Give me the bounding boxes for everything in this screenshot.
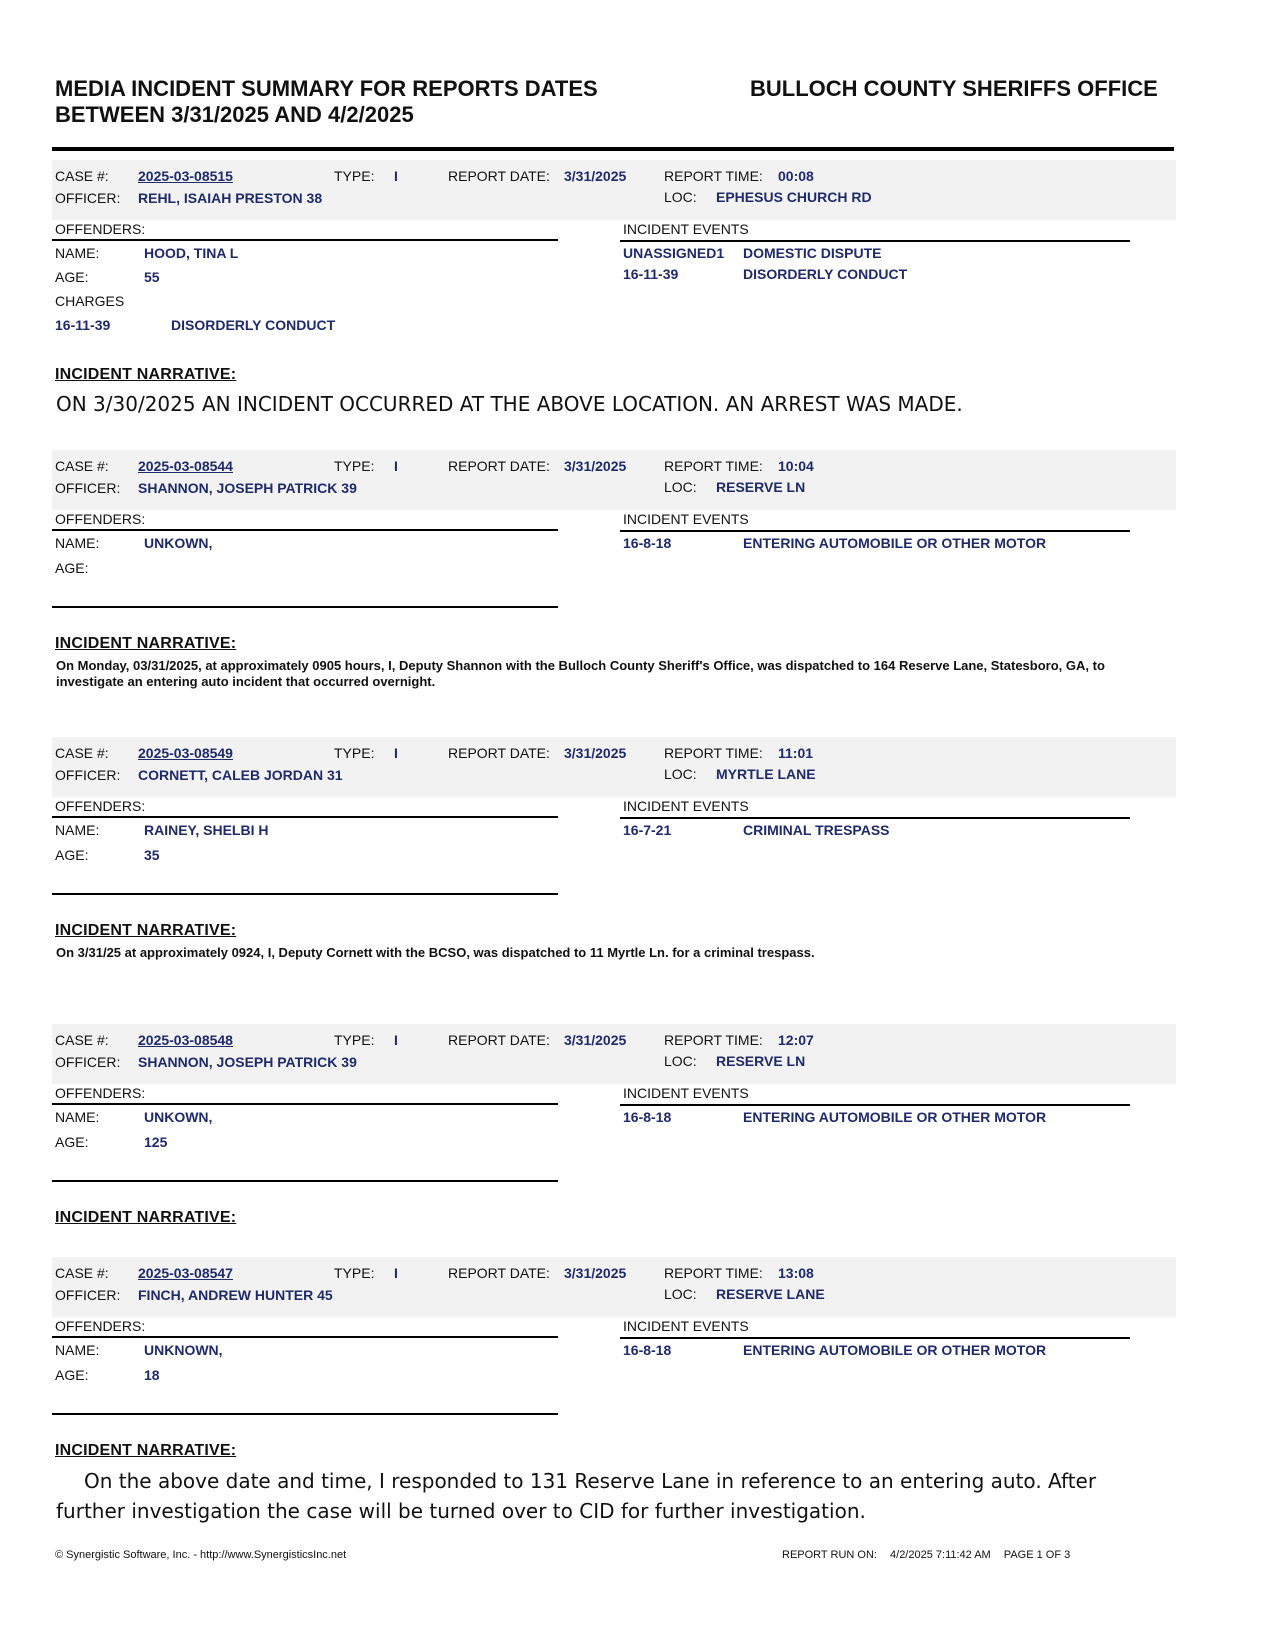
type-label: TYPE: (334, 458, 375, 474)
age-label: AGE: (55, 1367, 89, 1383)
event-code: UNASSIGNED1 (623, 245, 725, 261)
incident-events-rule (620, 817, 1130, 819)
offenders-end-rule (52, 1180, 558, 1182)
page-indicator: PAGE 1 OF 3 (1003, 1549, 1071, 1561)
offenders-rule (52, 1336, 558, 1338)
offender-name: HOOD, TINA L (144, 245, 239, 261)
report-date-value: 3/31/2025 (564, 458, 627, 474)
narrative-text: ON 3/30/2025 AN INCIDENT OCCURRED AT THE ABOVE LOCATION. AN ARREST WAS MADE. (56, 392, 963, 416)
offenders-end-rule (52, 893, 558, 895)
charge-description: DISORDERLY CONDUCT (171, 317, 336, 333)
incident-events-heading: INCIDENT EVENTS (623, 511, 749, 527)
loc-value: RESERVE LN (716, 479, 806, 495)
report-date-value: 3/31/2025 (564, 745, 627, 761)
offenders-heading: OFFENDERS: (55, 1085, 146, 1101)
incident-events-heading: INCIDENT EVENTS (623, 1318, 749, 1334)
officer-value: SHANNON, JOSEPH PATRICK 39 (138, 1054, 357, 1070)
offenders-rule (52, 816, 558, 818)
type-label: TYPE: (334, 745, 375, 761)
loc-label: LOC: (664, 1053, 697, 1069)
report-time-value: 12:07 (778, 1032, 814, 1048)
footer-run-info (782, 1549, 1080, 1561)
report-time-value: 10:04 (778, 458, 814, 474)
report-date-label: REPORT DATE: (448, 1265, 550, 1281)
name-label: NAME: (55, 1109, 100, 1125)
case-number-link[interactable]: 2025-03-08547 (138, 1265, 233, 1281)
event-description: ENTERING AUTOMOBILE OR OTHER MOTOR (743, 1342, 1047, 1358)
narrative-text-line1: On the above date and time, I responded to 131 Reserve Lane in reference to an entering auto. After (84, 1469, 1097, 1493)
narrative-text-line2: further investigation the case will be turned over to CID for further investigation. (56, 1499, 866, 1523)
loc-label: LOC: (664, 766, 697, 782)
type-label: TYPE: (334, 168, 375, 184)
age-label: AGE: (55, 269, 89, 285)
event-code: 16-8-18 (623, 1342, 672, 1358)
footer-copyright: © Synergistic Software, Inc. - http://www.SynergisticsInc.net (55, 1549, 347, 1561)
name-label: NAME: (55, 822, 100, 838)
loc-value: RESERVE LN (716, 1053, 806, 1069)
officer-value: REHL, ISAIAH PRESTON 38 (138, 190, 323, 206)
type-value: I (394, 1265, 398, 1281)
incident-events-rule (620, 1337, 1130, 1339)
event-code: 16-7-21 (623, 822, 672, 838)
event-description: DISORDERLY CONDUCT (743, 266, 908, 282)
offenders-heading: OFFENDERS: (55, 1318, 146, 1334)
incident-events-rule (620, 530, 1130, 532)
case-number-link[interactable]: 2025-03-08548 (138, 1032, 233, 1048)
narrative-text: On 3/31/25 at approximately 0924, I, Deputy Cornett with the BCSO, was dispatched to 11 Myrtle Ln. for a criminal trespass. (56, 945, 815, 960)
loc-label: LOC: (664, 479, 697, 495)
offenders-heading: OFFENDERS: (55, 511, 146, 527)
report-time-value: 11:01 (778, 745, 814, 761)
loc-label: LOC: (664, 189, 697, 205)
case-number-link[interactable]: 2025-03-08515 (138, 168, 233, 184)
narrative-heading: INCIDENT NARRATIVE: (55, 922, 237, 939)
offender-age: 35 (144, 847, 160, 863)
case-label: CASE #: (55, 745, 109, 761)
offenders-end-rule (52, 606, 558, 608)
report-date-label: REPORT DATE: (448, 168, 550, 184)
narrative-heading: INCIDENT NARRATIVE: (55, 366, 237, 383)
type-value: I (394, 458, 398, 474)
case-label: CASE #: (55, 168, 109, 184)
case-label: CASE #: (55, 1265, 109, 1281)
header-rule (52, 147, 1174, 151)
type-label: TYPE: (334, 1032, 375, 1048)
loc-value: RESERVE LANE (716, 1286, 825, 1302)
narrative-heading: INCIDENT NARRATIVE: (55, 635, 237, 652)
event-code: 16-8-18 (623, 1109, 672, 1125)
loc-value: EPHESUS CHURCH RD (716, 189, 872, 205)
report-date-label: REPORT DATE: (448, 745, 550, 761)
report-time-label: REPORT TIME: (664, 1265, 763, 1281)
officer-label: OFFICER: (55, 190, 121, 206)
report-time-value: 13:08 (778, 1265, 814, 1281)
offender-name: UNKOWN, (144, 1109, 213, 1125)
report-date-label: REPORT DATE: (448, 458, 550, 474)
report-date-label: REPORT DATE: (448, 1032, 550, 1048)
offenders-rule (52, 239, 558, 241)
offender-age: 125 (144, 1134, 168, 1150)
type-label: TYPE: (334, 1265, 375, 1281)
narrative-heading: INCIDENT NARRATIVE: (55, 1209, 237, 1226)
officer-value: CORNETT, CALEB JORDAN 31 (138, 767, 343, 783)
report-time-label: REPORT TIME: (664, 1032, 763, 1048)
offender-name: RAINEY, SHELBI H (144, 822, 269, 838)
report-date-value: 3/31/2025 (564, 1265, 627, 1281)
narrative-heading: INCIDENT NARRATIVE: (55, 1442, 237, 1459)
report-title: MEDIA INCIDENT SUMMARY FOR REPORTS DATES BETWEEN 3/31/2025 AND 4/2/2025 (55, 76, 598, 127)
event-code: 16-8-18 (623, 535, 672, 551)
offenders-rule (52, 1103, 558, 1105)
name-label: NAME: (55, 245, 100, 261)
officer-label: OFFICER: (55, 480, 121, 496)
event-description: ENTERING AUTOMOBILE OR OTHER MOTOR (743, 1109, 1047, 1125)
report-time-label: REPORT TIME: (664, 168, 763, 184)
offender-age: 55 (144, 269, 160, 285)
event-description: ENTERING AUTOMOBILE OR OTHER MOTOR (743, 535, 1047, 551)
event-description: DOMESTIC DISPUTE (743, 245, 882, 261)
report-date-value: 3/31/2025 (564, 1032, 627, 1048)
type-value: I (394, 1032, 398, 1048)
narrative-text: On Monday, 03/31/2025, at approximately 0905 hours, I, Deputy Shannon with the Bulloch County Sheriff's Office, was dispatched to 164 Reserve Lane, Statesboro, GA, to investigate an entering auto incident that occurred overnight. (56, 658, 1105, 689)
officer-value: SHANNON, JOSEPH PATRICK 39 (138, 480, 357, 496)
loc-value: MYRTLE LANE (716, 766, 816, 782)
report-run-label: REPORT RUN ON: (782, 1549, 877, 1561)
report-time-label: REPORT TIME: (664, 745, 763, 761)
incident-events-heading: INCIDENT EVENTS (623, 221, 749, 237)
age-label: AGE: (55, 847, 89, 863)
offender-age: 18 (144, 1367, 160, 1383)
report-date-value: 3/31/2025 (564, 168, 627, 184)
type-value: I (394, 168, 398, 184)
loc-label: LOC: (664, 1286, 697, 1302)
offenders-heading: OFFENDERS: (55, 798, 146, 814)
incident-events-heading: INCIDENT EVENTS (623, 798, 749, 814)
officer-label: OFFICER: (55, 1287, 121, 1303)
charges-label: CHARGES (55, 293, 125, 309)
report-time-label: REPORT TIME: (664, 458, 763, 474)
incident-events-rule (620, 1104, 1130, 1106)
case-label: CASE #: (55, 458, 109, 474)
event-description: CRIMINAL TRESPASS (743, 822, 890, 838)
case-label: CASE #: (55, 1032, 109, 1048)
name-label: NAME: (55, 535, 100, 551)
officer-value: FINCH, ANDREW HUNTER 45 (138, 1287, 333, 1303)
agency-name: BULLOCH COUNTY SHERIFFS OFFICE (750, 76, 1158, 101)
offender-name: UNKNOWN, (144, 1342, 223, 1358)
charge-code: 16-11-39 (55, 317, 111, 333)
officer-label: OFFICER: (55, 1054, 121, 1070)
age-label: AGE: (55, 1134, 89, 1150)
name-label: NAME: (55, 1342, 100, 1358)
event-code: 16-11-39 (623, 266, 679, 282)
offenders-heading: OFFENDERS: (55, 221, 146, 237)
age-label: AGE: (55, 560, 89, 576)
type-value: I (394, 745, 398, 761)
case-number-link[interactable]: 2025-03-08549 (138, 745, 233, 761)
offenders-end-rule (52, 1413, 558, 1415)
offender-name: UNKOWN, (144, 535, 213, 551)
report-run-value: 4/2/2025 7:11:42 AM (890, 1549, 991, 1561)
incident-events-heading: INCIDENT EVENTS (623, 1085, 749, 1101)
incident-events-rule (620, 240, 1130, 242)
officer-label: OFFICER: (55, 767, 121, 783)
report-time-value: 00:08 (778, 168, 814, 184)
offenders-rule (52, 529, 558, 531)
case-number-link[interactable]: 2025-03-08544 (138, 458, 233, 474)
